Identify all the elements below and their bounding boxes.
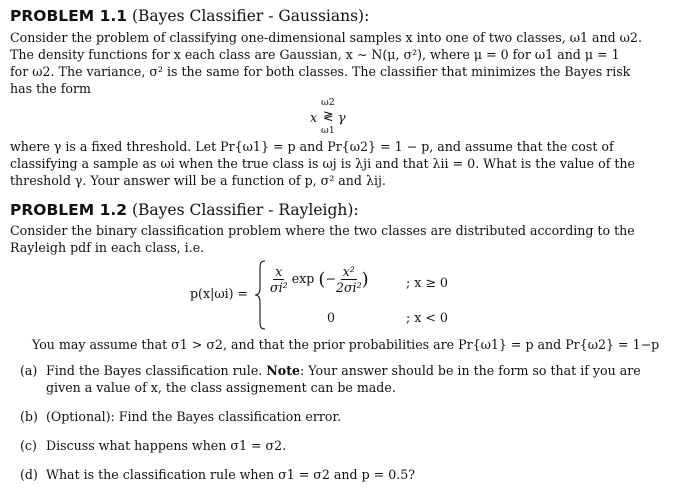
part-b-text: (Optional): Find the Bayes classification error. — [46, 409, 342, 424]
part-a-note: Note — [266, 363, 301, 378]
pdf-inner-den: 2σi² — [335, 280, 362, 295]
pdf-exp: exp — [291, 271, 315, 286]
part-d-label: (d) — [20, 467, 38, 482]
part-c — [20, 437, 286, 454]
problem-2-assumption: You may assume that σ1 > σ2, and that the prior probabilities are Pr{ω1} = p and Pr{ω2} = 1−p — [32, 337, 660, 352]
part-c-label: (c) — [20, 438, 37, 453]
problem-1-line-5: where γ is a fixed threshold. Let Pr{ω1} = p and Pr{ω2} = 1 − p, and assume that the cost of — [10, 139, 614, 154]
rule-lhs: x — [310, 110, 318, 125]
rule-top-label: ω2 — [321, 97, 335, 108]
problem-1-title: (Bayes Classifier - Gaussians): — [131, 7, 370, 25]
problem-1-line-2: The density functions for x each class are Gaussian, x ∼ N(μ, σ²), where μ = 0 for ω1 and μ = 1 — [10, 47, 620, 62]
pdf-case-1-num: x — [275, 264, 283, 279]
part-a — [20, 362, 641, 379]
rayleigh-pdf-equation — [190, 258, 490, 330]
pdf-case-1-den: σi² — [270, 280, 288, 295]
problem-2-line-2: Rayleigh pdf in each class, i.e. — [10, 240, 205, 255]
problem-1-line-4: has the form — [10, 81, 91, 96]
left-brace-icon — [254, 260, 266, 330]
part-a-text: Find the Bayes classification rule. — [46, 363, 267, 378]
problem-2-number: PROBLEM 1.2 — [10, 201, 128, 219]
part-a-label: (a) — [20, 363, 38, 378]
part-d — [20, 466, 415, 483]
pdf-case-1-condition: ; x ≥ 0 — [406, 275, 448, 290]
part-a-rest: : Your answer should be in the form so that if you are — [300, 363, 641, 378]
problem-1-line-7: threshold γ. Your answer will be a function of p, σ² and λij. — [10, 173, 386, 188]
decision-rule-equation — [308, 98, 368, 138]
pdf-case-2-condition: ; x < 0 — [406, 310, 448, 325]
problem-1-line-1: Consider the problem of classifying one-dimensional samples x into one of two classes, ω1 and ω2. — [10, 30, 642, 45]
pdf-case-1: $\frac{x}{\text{σi²}}$ exp (− $\frac{\text{x²}}{\text{2σi²}}$ ) — [270, 264, 369, 295]
pdf-lhs: p(x|ωi) = — [190, 286, 249, 301]
rule-rhs: γ — [338, 110, 346, 125]
problem-2-line-1: Consider the binary classification problem where the two classes are distributed according to the — [10, 223, 635, 238]
problem-1-heading — [10, 6, 369, 26]
part-c-text: Discuss what happens when σ1 = σ2. — [46, 438, 287, 453]
part-b — [20, 408, 341, 425]
part-b-label: (b) — [20, 409, 38, 424]
rule-bottom-label: ω1 — [321, 125, 335, 136]
part-a-line-2: given a value of x, the class assignement can be made. — [46, 380, 396, 395]
part-d-text: What is the classification rule when σ1 = σ2 and p = 0.5? — [46, 467, 415, 482]
problem-1-line-3: for ω2. The variance, σ² is the same for both classes. The classifier that minimizes the Bayes risk — [10, 64, 631, 79]
pdf-case-2-value: 0 — [327, 310, 336, 325]
problem-1-line-6: classifying a sample as ωi when the true class is ωj is λji and that λii = 0. What is the value of the — [10, 156, 635, 171]
problem-2-heading — [10, 200, 359, 220]
pdf-inner-num: x² — [342, 264, 355, 279]
problem-1-number: PROBLEM 1.1 — [10, 7, 128, 25]
rule-symbol: ≷ — [323, 108, 334, 123]
problem-2-title: (Bayes Classifier - Rayleigh): — [131, 201, 359, 219]
